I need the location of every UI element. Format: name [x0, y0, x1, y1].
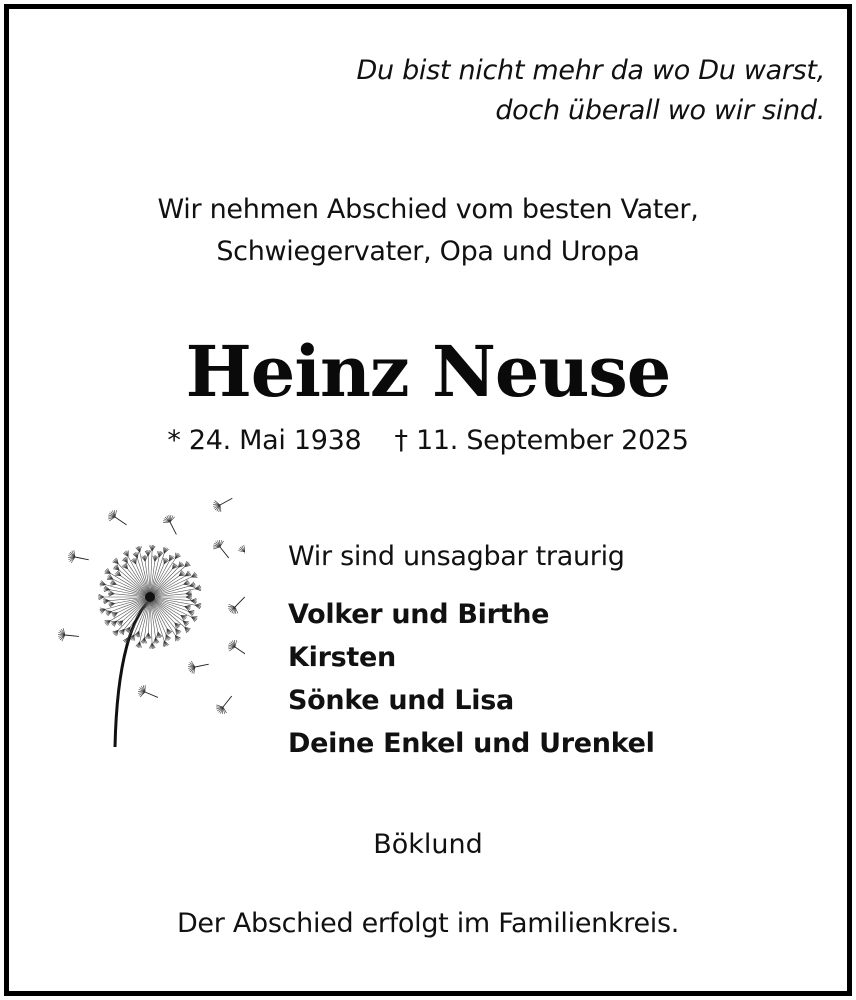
obituary-card: [4, 4, 852, 996]
intro-line-2: Schwiegervater, Opa und Uropa: [216, 236, 640, 267]
family-member: Deine Enkel und Urenkel: [288, 728, 655, 759]
quote-line-2: doch überall wo wir sind.: [495, 95, 825, 126]
life-dates: * 24. Mai 1938 † 11. September 2025: [167, 425, 689, 456]
closing-note: Der Abschied erfolgt im Familienkreis.: [176, 908, 680, 939]
farewell-intro: [9, 189, 847, 273]
family-list: [288, 593, 655, 765]
quote-line-1: Du bist nicht mehr da wo Du warst,: [356, 55, 825, 86]
mourning-statement: Wir sind unsagbar traurig: [288, 541, 625, 572]
place-name: Böklund: [373, 829, 483, 860]
family-member: Volker und Birthe: [288, 599, 550, 630]
memorial-quote: [356, 51, 825, 131]
dandelion-icon: [45, 497, 245, 747]
family-member: Kirsten: [288, 642, 396, 673]
deceased-name: Heinz Neuse: [185, 330, 671, 413]
intro-line-1: Wir nehmen Abschied vom besten Vater,: [157, 194, 699, 225]
family-member: Sönke und Lisa: [288, 685, 514, 716]
